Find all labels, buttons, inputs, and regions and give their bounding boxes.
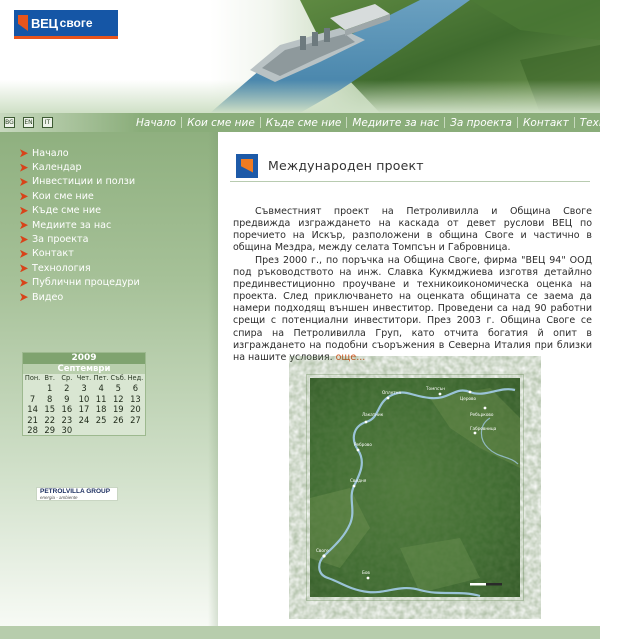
calendar-day [127,425,144,436]
calendar-day[interactable]: 7 [29,393,36,404]
partner-name: PETROLVILLA GROUP [40,488,111,495]
nav-divider [346,117,347,128]
arrow-bullet-icon [20,236,28,244]
sidebar-item-media[interactable]: Медиите за нас [20,218,140,232]
calendar-day[interactable]: 6 [132,383,139,393]
calendar-day[interactable]: 27 [130,414,141,425]
history-text: През 2000 г., по поръчка на Община Своге, фирма "ВЕЦ 94" ООД под ръководството на инж. Славка Кукмджиева изготвя детайлно прединвестиционно проучване и техникоикономическа оценка на проекта. След приключването на оценката общината се заема да намери подходящ външен инвеститор. Проведени са над 90 работни срещи с потенциални инвеститори. През 2003 г. Община Своге се спира на Петроливилла Груп, като отчита богатия й опит в изграждането на подобни съоръжения в Северна Италия при близки на нашите условия. [233,255,592,363]
map-label-lakatnik: Лакатник [362,412,384,417]
calendar-day[interactable]: 23 [61,414,73,425]
arrow-bullet-icon [20,149,28,157]
logo-mark-icon [18,15,28,31]
map-label-tserovo: Церово [460,396,477,401]
map-label-gabrovnitsa: Габровница [470,426,497,431]
read-more-link[interactable]: още... [335,351,366,363]
header-banner [0,0,600,113]
calendar-day [110,425,127,436]
nav-media[interactable]: Медиите за нас [352,116,440,129]
nav-home[interactable]: Начало [136,116,177,129]
calendar-day[interactable]: 16 [61,404,73,414]
sidebar-item-contact[interactable]: Контакт [20,247,140,261]
project-logo-icon [236,154,258,178]
calendar-day[interactable]: 30 [61,425,73,435]
calendar-day[interactable]: 13 [130,393,141,404]
calendar-day[interactable]: 2 [64,383,70,393]
sidebar-item-procedures[interactable]: Публични процедури [20,276,140,290]
map-scale-bar-segment [486,583,502,586]
logo-text-a: ВЕЦ [31,15,58,31]
map-label-svidnya: Свидня [350,478,367,483]
calendar-day[interactable]: 3 [81,383,87,393]
sidebar-item-home[interactable]: Начало [20,146,140,160]
calendar-day[interactable]: 9 [64,393,70,404]
lang-en-button[interactable]: EN [24,119,33,126]
partner-tagline: energia - ambiente [40,495,78,500]
calendar-day[interactable]: 15 [44,404,56,414]
sidebar-item-where[interactable]: Къде сме ние [20,204,140,218]
nav-divider [517,117,518,128]
calendar-day[interactable]: 21 [27,414,38,425]
logo-text-b: своге [59,16,93,30]
arrow-bullet-icon [20,221,28,229]
arrow-bullet-icon [20,164,28,172]
title-row [230,150,590,182]
history-paragraph [233,255,592,364]
arrow-bullet-icon [20,279,28,287]
calendar-day[interactable]: 22 [44,414,56,425]
calendar-day[interactable]: 5 [115,383,121,393]
intro-paragraph: Съвместният проект на Петроливилла и Община Своге предвижда изграждането на каскада от девет руслови ВЕЦ по поречието на Искър, разположени в община Своге и частично в община Мездра, между селата Томпсън и Габровница. [233,206,592,254]
sidebar-item-project[interactable]: За проекта [20,232,140,246]
calendar-day[interactable]: 26 [112,414,124,425]
logo-underline [14,36,118,39]
main-content [230,150,590,182]
calendar-day[interactable]: 4 [98,383,104,393]
calendar-grid [23,374,145,436]
calendar-year: 2009 [23,353,145,364]
calendar-weekday: Пет. [93,374,109,382]
map-label-thompson: Томпсън [426,386,446,391]
arrow-bullet-icon [20,178,28,186]
calendar-day[interactable]: 29 [44,425,56,435]
calendar-weekday: Нед. [127,374,144,382]
nav-technology[interactable]: Технология [579,116,644,129]
nav-where[interactable]: Къде сме ние [265,116,342,129]
nav-divider [444,117,445,128]
calendar-day[interactable]: 11 [95,393,107,404]
sidebar-item-calendar[interactable]: Календар [20,160,140,174]
cascade-map-image[interactable] [310,378,520,597]
calendar-weekday: Чет. [76,374,92,382]
calendar-day [93,425,110,436]
arrow-bullet-icon [20,192,28,200]
nav-divider [260,117,261,128]
sidebar-item-about[interactable]: Кои сме ние [20,189,140,203]
nav-divider [574,117,575,128]
calendar-day[interactable]: 14 [27,404,38,414]
calendar-day[interactable]: 18 [95,404,107,414]
map-label-opletnya: Оплетня [382,390,401,395]
arrow-bullet-icon [20,264,28,272]
arrow-bullet-icon [20,250,28,258]
calendar-day[interactable]: 25 [95,414,107,425]
main-nav [136,113,644,132]
calendar-day [75,425,92,436]
lang-it-button[interactable]: IT [42,117,53,128]
nav-contact[interactable]: Контакт [522,116,569,129]
brand-logo[interactable] [14,10,118,36]
calendar-day[interactable]: 1 [47,383,53,393]
arrow-bullet-icon [20,293,28,301]
sidebar-item-technology[interactable]: Технология [20,261,140,275]
footer-bar [0,626,600,639]
calendar-widget [22,352,146,436]
map-label-bov: Бов [362,570,370,575]
sidebar-item-investments[interactable]: Инвестиции и ползи [20,175,140,189]
sidebar-menu [20,146,140,304]
arrow-bullet-icon [20,207,28,215]
map-label-svoge: Своге [316,548,329,553]
nav-about[interactable]: Кои сме ние [187,116,255,129]
sidebar-item-video[interactable]: Видео [20,290,140,304]
calendar-weekday: Ср. [61,374,73,382]
calendar-day[interactable]: 28 [27,425,38,435]
nav-divider [181,117,182,128]
partner-logo[interactable] [36,487,118,501]
calendar-day[interactable]: 12 [112,393,124,404]
calendar-day[interactable]: 17 [78,404,90,414]
map-label-rebarkovo: Ребърково [470,412,494,417]
calendar-day [24,383,41,394]
calendar-weekday: Пон. [24,374,41,382]
calendar-weekday: Съб. [110,374,126,382]
map-label-rebrovo: Реброво [354,442,372,447]
page-title: Международен проект [268,158,424,173]
lang-bg-button[interactable]: BG [5,119,14,126]
calendar-day[interactable]: 19 [112,404,124,414]
calendar-day[interactable]: 24 [78,414,90,425]
calendar-weekday: Вт. [44,374,55,382]
calendar-day[interactable]: 20 [130,404,141,414]
nav-project[interactable]: За проекта [450,116,512,129]
map-frame [306,374,524,601]
calendar-day[interactable]: 8 [47,393,53,404]
calendar-day[interactable]: 10 [78,393,90,404]
calendar-month: Септември [23,364,145,374]
